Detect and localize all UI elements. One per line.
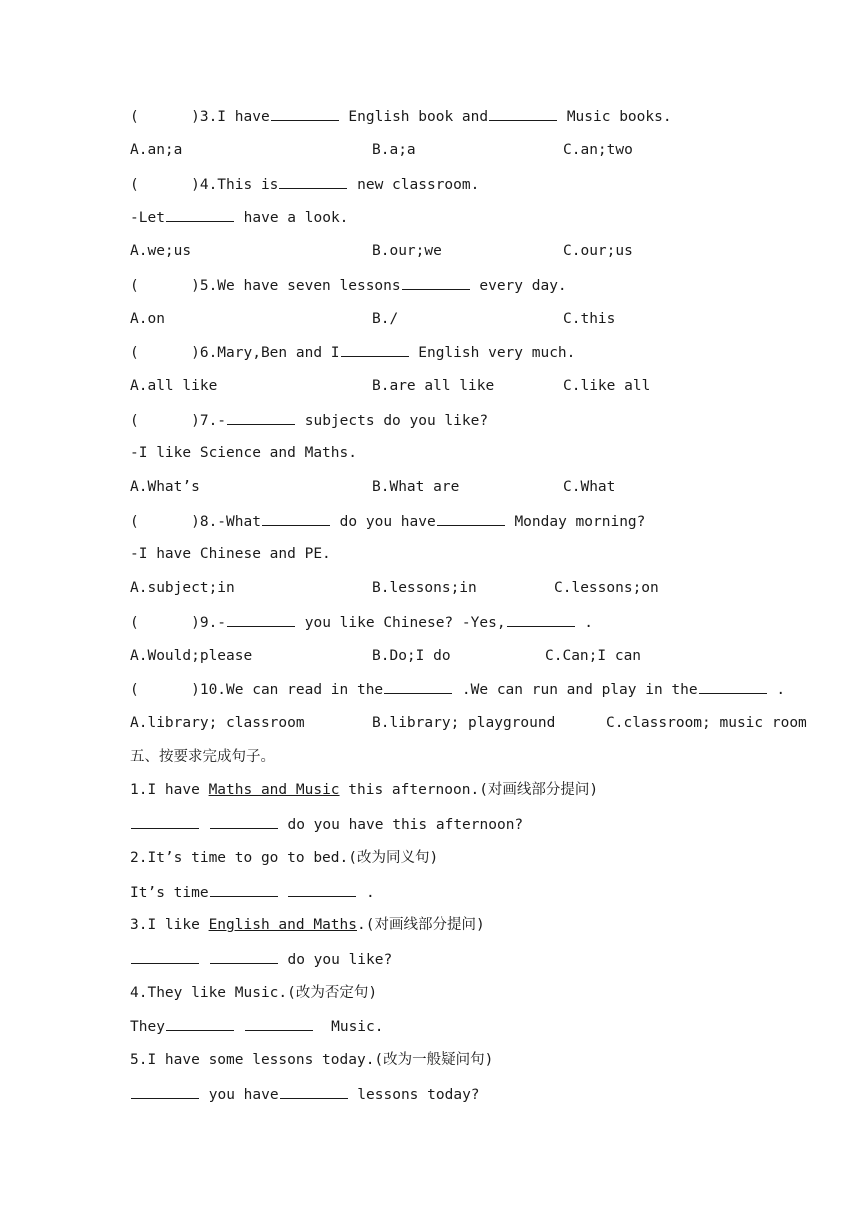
sentence-4-answer	[130, 1016, 384, 1037]
option-a[interactable]: A.we;us	[130, 243, 192, 259]
question-7-stem	[130, 410, 488, 431]
q7-text-a: ( )7.-	[130, 413, 227, 429]
q6-text-a: ( )6.Mary,Ben and I	[130, 345, 340, 361]
answer-blank[interactable]	[131, 814, 199, 829]
q3-text-b: English book and	[339, 109, 489, 125]
answer-blank[interactable]	[384, 679, 452, 694]
option-b[interactable]: B.library; playground	[372, 715, 556, 731]
q5-text-b: every day.	[470, 278, 567, 294]
q9-text-c: .	[575, 615, 594, 631]
option-a[interactable]: A.an;a	[130, 142, 183, 158]
question-9-stem	[130, 612, 593, 633]
question-8-reply: -I have Chinese and PE.	[130, 546, 331, 562]
sentence-3-answer	[130, 949, 392, 970]
s4-answer-pre: They	[130, 1019, 165, 1035]
q4-text-a: ( )4.This is	[130, 177, 279, 193]
answer-blank[interactable]	[271, 106, 339, 121]
s3-pre: 3.I like	[130, 917, 209, 933]
option-b[interactable]: B.a;a	[372, 142, 416, 158]
q8-text-a: ( )8.-What	[130, 514, 261, 530]
answer-blank[interactable]	[341, 342, 409, 357]
s1-pre: 1.I have	[130, 782, 209, 798]
q10-text-b: .We can run and play in the	[453, 682, 698, 698]
q4-reply-b: have a look.	[234, 210, 349, 226]
q4-text-b: new classroom.	[348, 177, 480, 193]
answer-blank[interactable]	[166, 1016, 234, 1031]
option-a[interactable]: A.library; classroom	[130, 715, 305, 731]
question-7-reply: -I like Science and Maths.	[130, 445, 357, 461]
sentence-5-prompt: 5.I have some lessons today.(改为一般疑问句)	[130, 1052, 494, 1068]
question-4-stem	[130, 174, 479, 195]
q5-text-a: ( )5.We have seven lessons	[130, 278, 401, 294]
option-b[interactable]: B.are all like	[372, 378, 495, 394]
s3-underlined: English and Maths	[208, 917, 357, 933]
sentence-1-prompt	[130, 780, 598, 800]
option-c[interactable]: C.Can;I can	[545, 648, 642, 664]
sentence-2-prompt: 2.It’s time to go to bed.(改为同义句)	[130, 850, 439, 866]
option-a[interactable]: A.subject;in	[130, 580, 235, 596]
option-c[interactable]: C.classroom; music room	[606, 715, 807, 731]
option-c[interactable]: C.like all	[563, 378, 651, 394]
option-a[interactable]: A.all like	[130, 378, 218, 394]
answer-blank[interactable]	[131, 949, 199, 964]
question-10-stem	[130, 679, 785, 700]
answer-blank[interactable]	[131, 1084, 199, 1099]
option-b[interactable]: B./	[372, 311, 399, 327]
question-8-stem	[130, 511, 645, 532]
answer-blank[interactable]	[262, 511, 330, 526]
option-c[interactable]: C.lessons;on	[554, 580, 659, 596]
q9-text-b: you like Chinese? -Yes,	[296, 615, 506, 631]
s1-answer-text: do you have this afternoon?	[278, 817, 524, 833]
sentence-2-answer	[130, 882, 375, 903]
q3-text-c: Music books.	[558, 109, 672, 125]
q7-text-b: subjects do you like?	[296, 413, 489, 429]
answer-blank[interactable]	[227, 410, 295, 425]
option-c[interactable]: C.an;two	[563, 142, 633, 158]
q3-text-a: ( )3.I have	[130, 109, 270, 125]
q6-text-b: English very much.	[409, 345, 576, 361]
q10-text-a: ( )10.We can read in the	[130, 682, 384, 698]
q4-reply-a: -Let	[130, 210, 165, 226]
answer-blank[interactable]	[402, 275, 470, 290]
section-5-title: 五、按要求完成句子。	[130, 749, 275, 765]
q8-text-c: Monday morning?	[505, 514, 646, 530]
answer-blank[interactable]	[279, 174, 347, 189]
s2-answer-pre: It’s time	[130, 885, 209, 901]
answer-blank[interactable]	[437, 511, 505, 526]
answer-blank[interactable]	[245, 1016, 313, 1031]
q9-text-a: ( )9.-	[130, 615, 227, 631]
answer-blank[interactable]	[210, 882, 278, 897]
s2-answer-post: .	[357, 885, 375, 901]
s4-answer-post: Music.	[313, 1019, 384, 1035]
sentence-4-prompt: 4.They like Music.(改为否定句)	[130, 985, 378, 1001]
answer-blank[interactable]	[210, 949, 278, 964]
option-c[interactable]: C.What	[563, 479, 616, 495]
answer-blank[interactable]	[288, 882, 356, 897]
q8-text-b: do you have	[330, 514, 436, 530]
s5-answer-post: lessons today?	[348, 1087, 480, 1103]
s1-underlined: Maths and Music	[208, 782, 340, 798]
s1-post: this afternoon.(对画线部分提问)	[339, 782, 599, 798]
option-b[interactable]: B.our;we	[372, 243, 442, 259]
s5-answer-mid: you have	[200, 1087, 279, 1103]
option-c[interactable]: C.this	[563, 311, 616, 327]
option-a[interactable]: A.What’s	[130, 479, 200, 495]
s3-post: .(对画线部分提问)	[356, 917, 485, 933]
sentence-5-answer	[130, 1084, 480, 1105]
q10-text-c: .	[767, 682, 786, 698]
answer-blank[interactable]	[507, 612, 575, 627]
option-a[interactable]: A.on	[130, 311, 165, 327]
sentence-1-answer	[130, 814, 523, 835]
sentence-3-prompt	[130, 915, 485, 935]
option-b[interactable]: B.What are	[372, 479, 460, 495]
option-b[interactable]: B.lessons;in	[372, 580, 477, 596]
option-a[interactable]: A.Would;please	[130, 648, 253, 664]
answer-blank[interactable]	[166, 207, 234, 222]
answer-blank[interactable]	[699, 679, 767, 694]
question-6-stem	[130, 342, 575, 363]
answer-blank[interactable]	[227, 612, 295, 627]
option-b[interactable]: B.Do;I do	[372, 648, 451, 664]
answer-blank[interactable]	[489, 106, 557, 121]
option-c[interactable]: C.our;us	[563, 243, 633, 259]
answer-blank[interactable]	[280, 1084, 348, 1099]
s3-answer-text: do you like?	[278, 952, 393, 968]
question-4-reply	[130, 207, 348, 228]
question-5-stem	[130, 275, 567, 296]
answer-blank[interactable]	[210, 814, 278, 829]
question-3-stem	[130, 106, 672, 127]
